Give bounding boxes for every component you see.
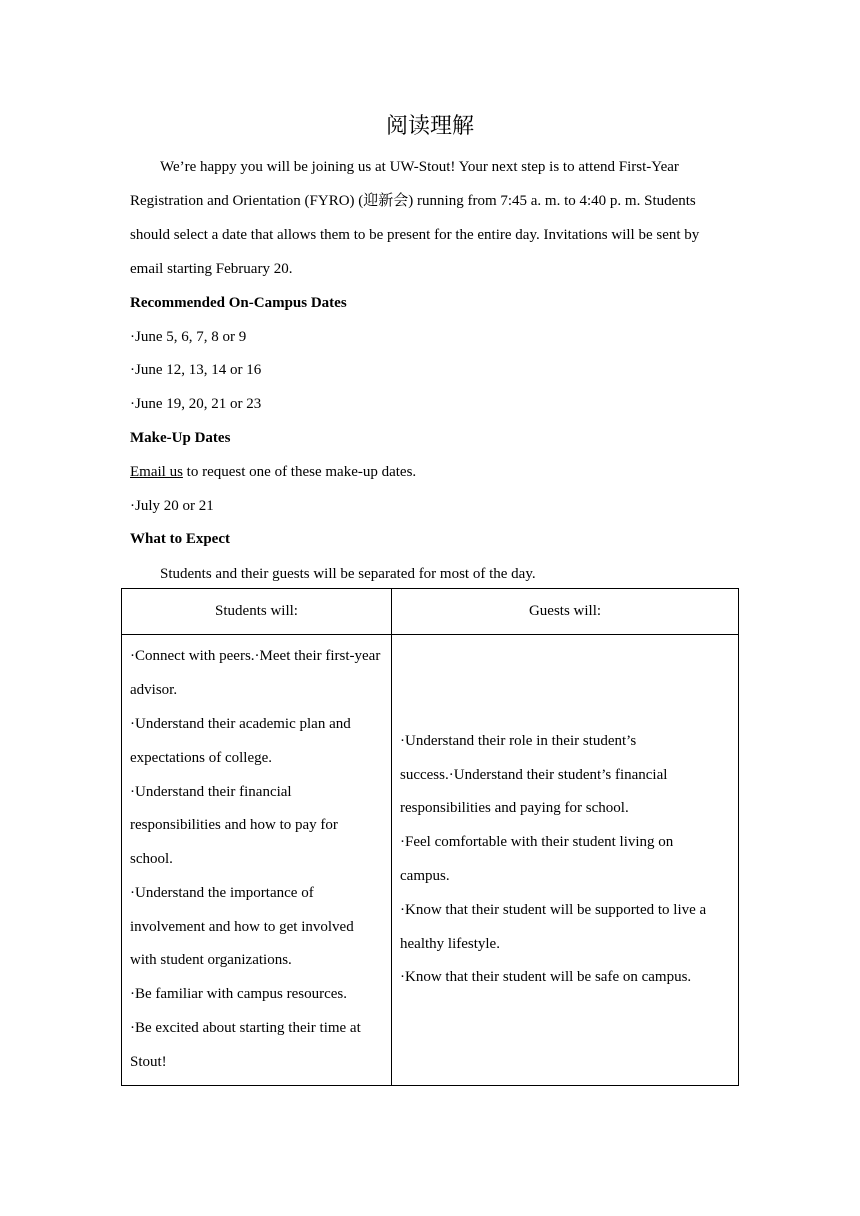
guests-list <box>392 725 738 995</box>
guests-line: campus. <box>400 868 450 884</box>
guests-line: success.·Understand their student’s financial <box>400 766 668 783</box>
expect-heading: What to Expect <box>130 531 230 547</box>
students-line: ·Understand their financial <box>130 783 292 800</box>
students-line: responsibilities and how to pay for <box>130 817 338 834</box>
guests-line: ·Feel comfortable with their student living on <box>400 834 674 851</box>
guests-line: ·Know that their student will be safe on campus. <box>400 969 692 986</box>
intro-line: email starting February 20. <box>130 261 293 277</box>
students-header: Students will: <box>122 589 392 635</box>
table-body-row <box>122 635 739 1086</box>
students-line: advisor. <box>130 682 178 699</box>
makeup-instruction-text: to request one of these make-up dates. <box>182 464 417 480</box>
recommended-date-item: ·June 5, 6, 7, 8 or 9 <box>130 329 247 345</box>
expect-intro: Students and their guests will be separated for most of the day. <box>160 566 536 582</box>
students-line: ·Understand the importance of <box>130 884 314 901</box>
students-line: expectations of college. <box>130 749 273 766</box>
students-line: ·Be excited about starting their time at <box>130 1020 361 1037</box>
students-line: Stout! <box>130 1053 167 1070</box>
guests-line: ·Understand their role in their student’s <box>400 732 637 749</box>
makeup-instruction <box>130 462 416 482</box>
students-line: ·Connect with peers.·Meet their first-year <box>130 648 381 665</box>
guests-cell <box>392 635 739 1086</box>
students-line: with student organizations. <box>130 952 292 969</box>
guests-line: ·Know that their student will be supported to live a <box>400 901 707 918</box>
recommended-date-item: ·June 19, 20, 21 or 23 <box>130 396 262 412</box>
makeup-heading: Make-Up Dates <box>130 430 231 446</box>
recommended-date-item: ·June 12, 13, 14 or 16 <box>130 362 262 378</box>
students-line: ·Understand their academic plan and <box>130 715 351 732</box>
guests-line: responsibilities and paying for school. <box>400 800 629 817</box>
students-line: school. <box>130 851 173 868</box>
intro-line: should select a date that allows them to be present for the entire day. Invitations will be sent by <box>130 227 700 243</box>
students-list <box>122 640 391 1079</box>
table-header-row <box>122 589 739 635</box>
makeup-date-item: ·July 20 or 21 <box>130 498 214 514</box>
recommended-heading: Recommended On-Campus Dates <box>130 295 347 311</box>
guests-header: Guests will: <box>392 589 739 635</box>
intro-line: We’re happy you will be joining us at UW-Stout! Your next step is to attend First-Year <box>160 159 679 175</box>
expectations-table <box>121 588 739 1086</box>
students-line: ·Be familiar with campus resources. <box>130 986 348 1003</box>
guests-line: healthy lifestyle. <box>400 935 500 952</box>
email-us-link[interactable]: Email us <box>130 464 183 480</box>
students-line: involvement and how to get involved <box>130 918 354 935</box>
students-cell <box>122 635 392 1086</box>
page-title: 阅读理解 <box>385 114 474 139</box>
intro-line: Registration and Orientation (FYRO) (迎新会) running from 7:45 a. m. to 4:40 p. m. Students <box>130 193 696 209</box>
